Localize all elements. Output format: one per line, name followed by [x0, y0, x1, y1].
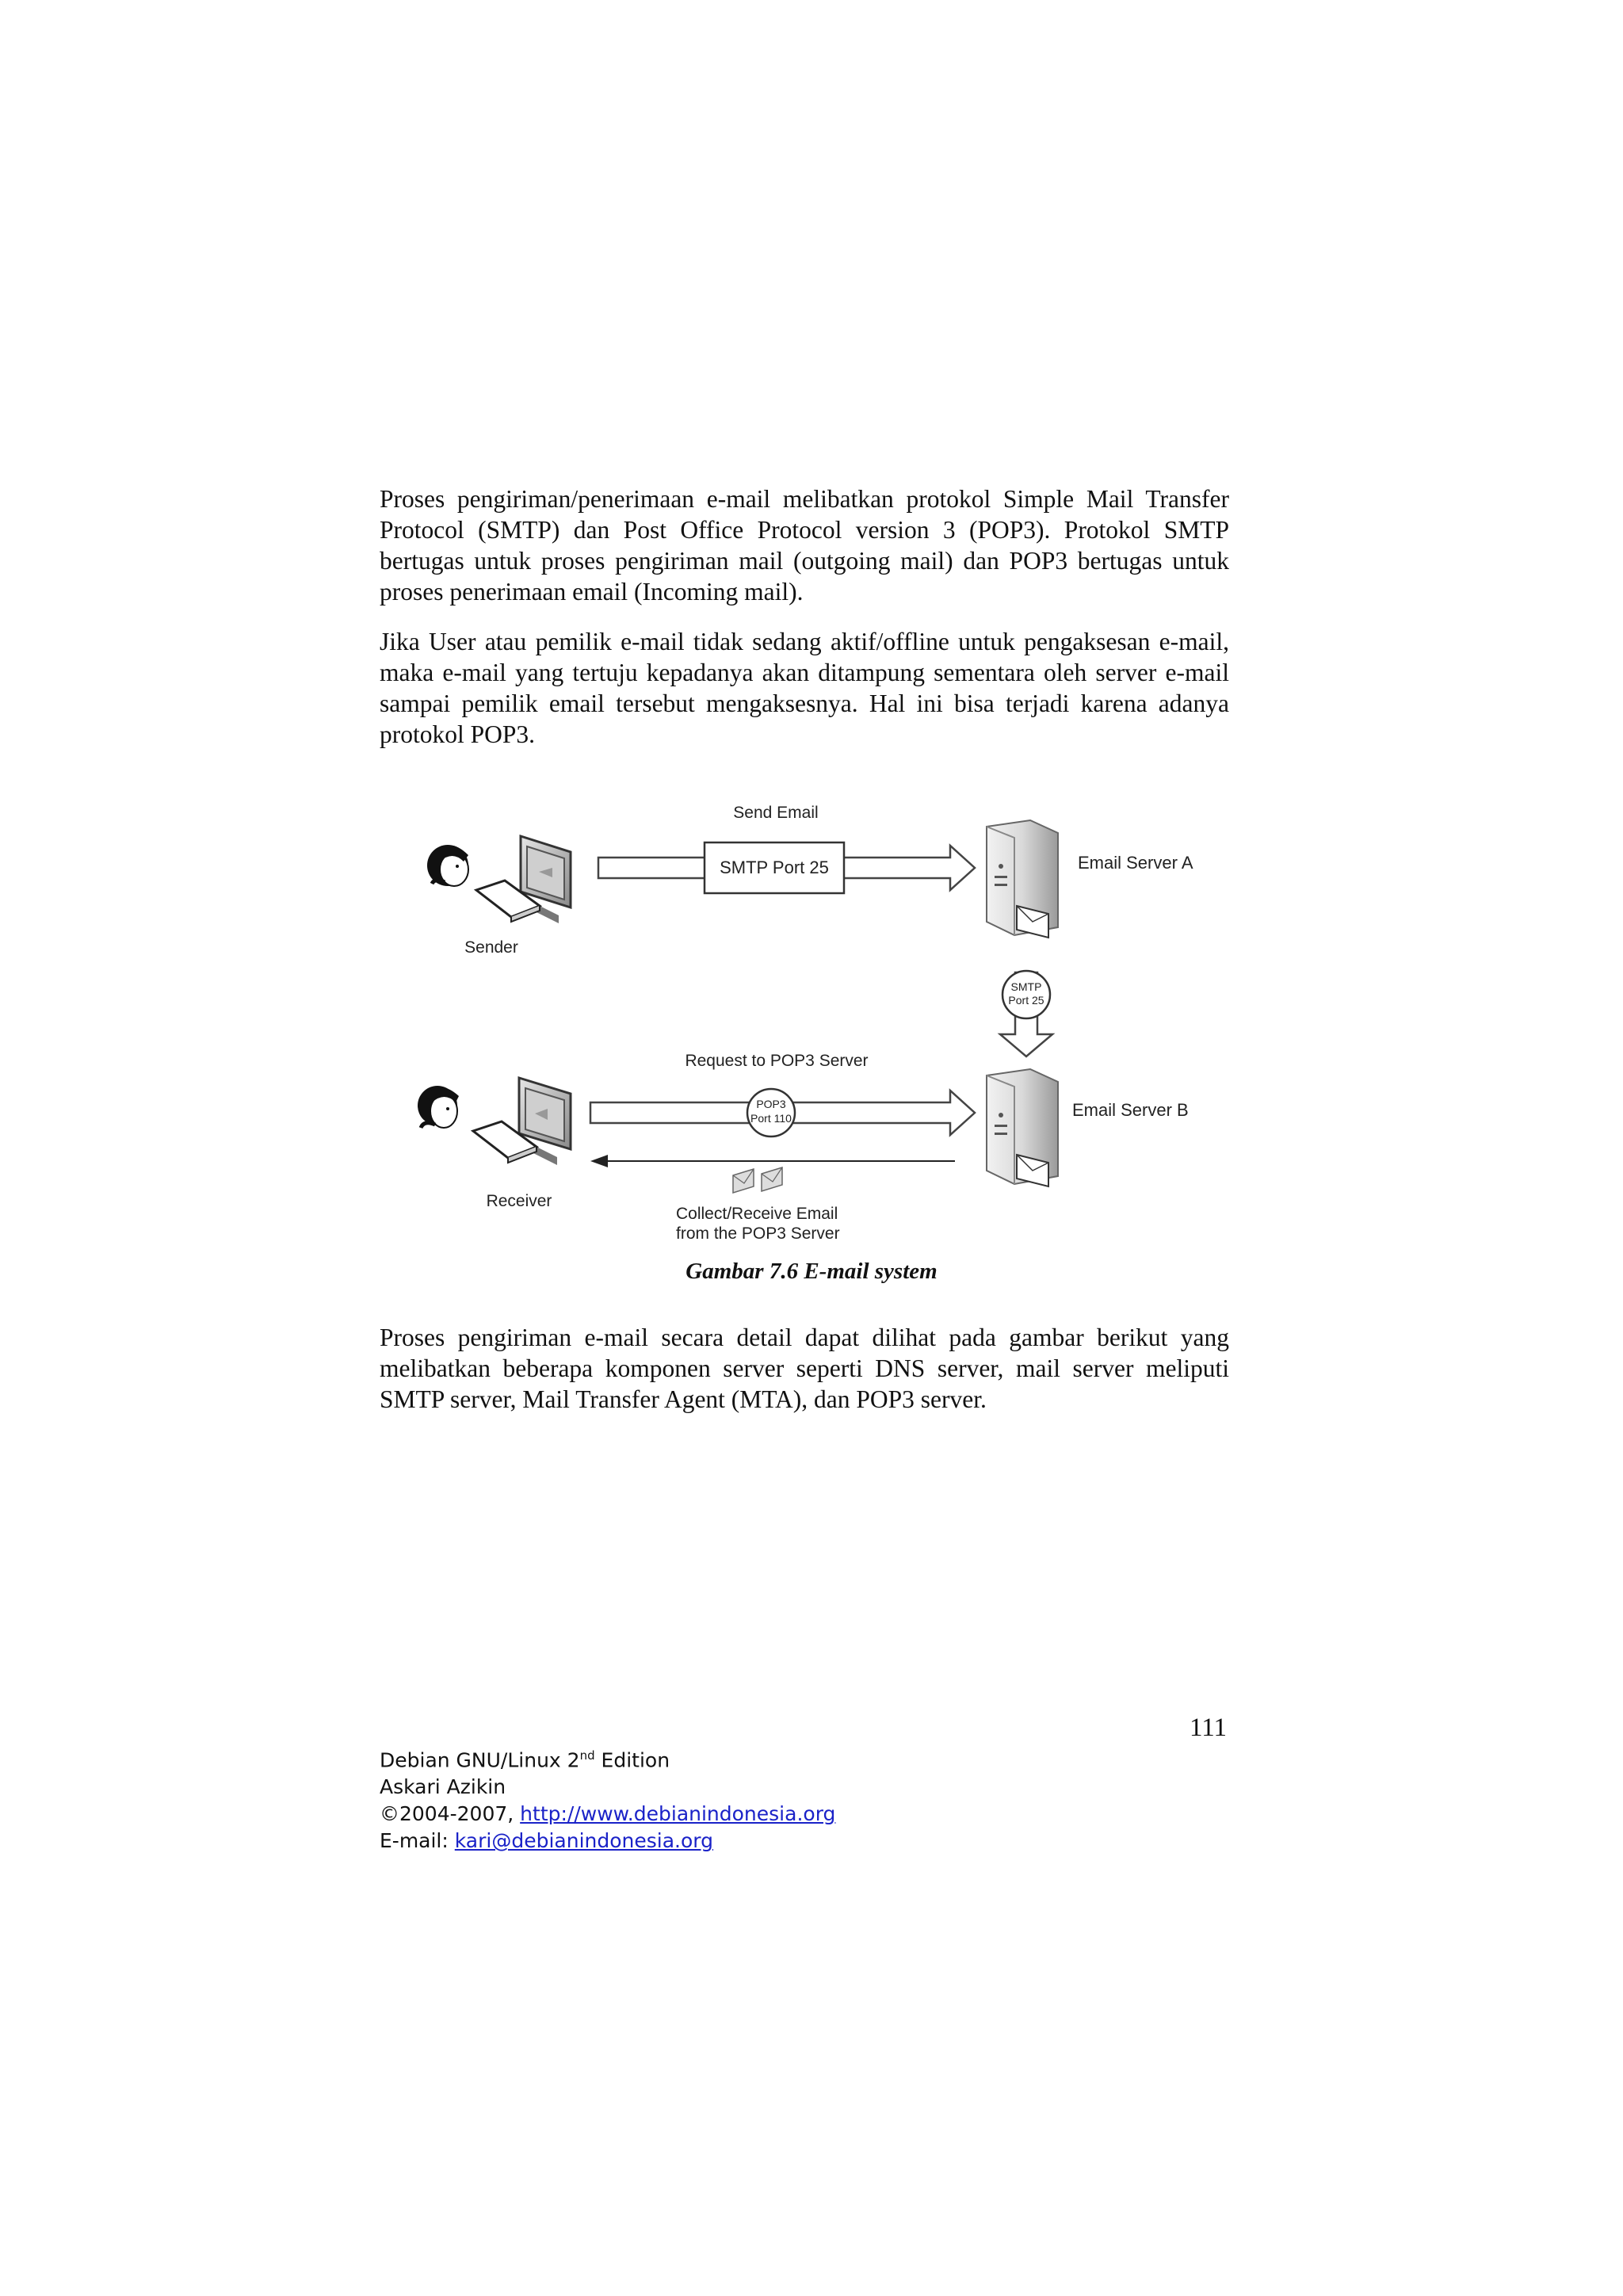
- pop3-circle-line1: POP3: [756, 1098, 786, 1110]
- sender-computer-icon: [476, 836, 571, 923]
- footer-author: Askari Azikin: [380, 1775, 506, 1799]
- footer-edition-sup: nd: [579, 1748, 595, 1763]
- email-system-diagram: [400, 789, 1224, 1256]
- request-to-pop3-label: Request to POP3 Server: [685, 1052, 869, 1070]
- footer-copyright: ©2004-2007,: [380, 1802, 521, 1826]
- email-server-a-icon: [987, 820, 1058, 938]
- footer-email-link[interactable]: kari@debianindonesia.org: [454, 1829, 713, 1853]
- pop3-circle-line2: Port 110: [750, 1112, 792, 1125]
- footer-website-link[interactable]: http://www.debianindonesia.org: [520, 1802, 836, 1826]
- sender-label: Sender: [464, 938, 518, 957]
- footer-edition-word: Edition: [594, 1748, 670, 1772]
- email-envelopes-icon: [733, 1167, 782, 1193]
- email-server-b-icon: [987, 1069, 1058, 1186]
- sender-person-icon: [427, 845, 468, 886]
- paragraph-detail: Proses pengiriman e-mail secara detail dapat dilihat pada gambar berikut yang melibatkan beberapa komponen server seperti DNS server, mail server meliputi SMTP server, Mail Transfer Agent (MTA), dan POP3 server.: [380, 1324, 1229, 1413]
- collect-email-arrow: [590, 1155, 955, 1167]
- footer-copyright-line: [380, 1801, 835, 1828]
- email-server-b-label: Email Server B: [1072, 1100, 1189, 1120]
- footer-email-label: E-mail:: [380, 1829, 455, 1853]
- smtp-circle-line1: SMTP: [1010, 980, 1042, 993]
- footer-title-text: Debian GNU/Linux 2: [380, 1748, 580, 1772]
- footer-book-title: [380, 1742, 835, 1774]
- receiver-person-icon: [418, 1086, 459, 1128]
- smtp-circle-line2: Port 25: [1008, 994, 1044, 1007]
- footer-email-line: [380, 1828, 835, 1855]
- email-server-a-label: Email Server A: [1078, 853, 1193, 873]
- collect-line1: Collect/Receive Email: [676, 1205, 838, 1223]
- page-footer: [380, 1742, 835, 1855]
- smtp-port-25-label: SMTP Port 25: [720, 858, 829, 877]
- receiver-computer-icon: [473, 1078, 571, 1165]
- figure-caption: Gambar 7.6 E-mail system: [685, 1259, 938, 1284]
- send-email-label: Send Email: [733, 804, 819, 822]
- paragraph-smtp-pop3: Proses pengiriman/penerimaan e-mail melibatkan protokol Simple Mail Transfer Protocol (SMTP) dan Post Office Protocol version 3 (POP3). Protokol SMTP bertugas untuk proses pengiriman mail (outgoing mail) dan POP3 bertugas untuk proses penerimaan email (Incoming mail).: [380, 485, 1229, 606]
- receiver-label: Receiver: [486, 1192, 552, 1210]
- collect-line2: from the POP3 Server: [676, 1224, 840, 1243]
- page-number: 111: [1189, 1713, 1227, 1742]
- paragraph-offline-user: Jika User atau pemilik e-mail tidak sedang aktif/offline untuk pengaksesan e-mail, maka e-mail yang tertuju kepadanya akan ditampung sementara oleh server e-mail sampai pemilik email tersebut mengaksesnya. Hal ini bisa terjadi karena adanya protokol POP3.: [380, 628, 1229, 748]
